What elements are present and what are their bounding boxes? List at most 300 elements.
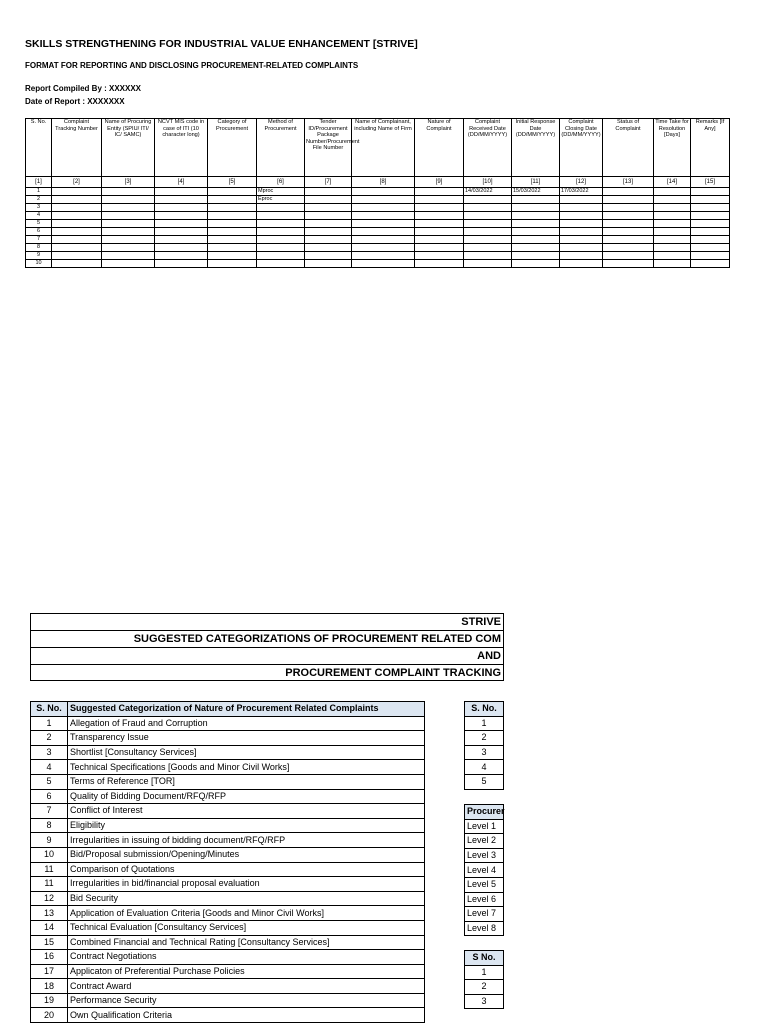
table-row	[26, 196, 730, 204]
table-cell	[305, 244, 352, 252]
table-cell	[305, 260, 352, 268]
table-cell	[415, 260, 464, 268]
table-cell: 14/03/2022	[464, 188, 512, 196]
list-item	[31, 877, 425, 892]
report-col-header: Name of Procuring Entity (SPIU/ ITI/ IC/ SAMC)	[102, 119, 155, 177]
table-cell	[102, 204, 155, 212]
table-row	[26, 244, 730, 252]
table-cell	[352, 244, 415, 252]
cat-label: Bid Security	[68, 891, 425, 906]
list-item	[465, 907, 504, 922]
table-cell	[654, 236, 691, 244]
list-item	[31, 993, 425, 1008]
cat-label: Own Qualification Criteria	[68, 1008, 425, 1023]
cat-sno: 6	[31, 789, 68, 804]
table-cell	[691, 260, 730, 268]
table-cell	[52, 236, 102, 244]
report-col-number: [6]	[257, 177, 305, 188]
table-cell	[654, 244, 691, 252]
table-cell	[208, 204, 257, 212]
list-item	[31, 906, 425, 921]
cat-label: Allegation of Fraud and Corruption	[68, 716, 425, 731]
table-cell	[102, 236, 155, 244]
table-cell	[512, 260, 560, 268]
report-col-header: Complaint Tracking Number	[52, 119, 102, 177]
table-cell	[512, 220, 560, 228]
table-cell	[52, 244, 102, 252]
cat-sno: 8	[31, 818, 68, 833]
table-cell	[257, 260, 305, 268]
banner-and: AND	[30, 647, 504, 664]
table-cell	[691, 236, 730, 244]
table-cell	[257, 204, 305, 212]
table-cell	[352, 236, 415, 244]
side_table_2-cell: Level 4	[465, 863, 504, 878]
table-cell	[560, 204, 603, 212]
list-item	[465, 921, 504, 936]
banner-tracking: PROCUREMENT COMPLAINT TRACKING	[30, 664, 504, 681]
table-cell	[52, 188, 102, 196]
report-col-number: [2]	[52, 177, 102, 188]
table-cell	[52, 204, 102, 212]
cat-sno: 2	[31, 731, 68, 746]
table-cell	[654, 228, 691, 236]
table-cell	[691, 196, 730, 204]
table-cell	[691, 228, 730, 236]
side_table_2-cell: Level 2	[465, 834, 504, 849]
list-item	[31, 789, 425, 804]
table-cell	[464, 236, 512, 244]
table-cell	[654, 252, 691, 260]
cat-sno: 13	[31, 906, 68, 921]
table-cell	[415, 228, 464, 236]
table-cell: 3	[26, 204, 52, 212]
list-item	[465, 819, 504, 834]
list-item	[31, 891, 425, 906]
list-item	[31, 950, 425, 965]
cat-sno: 20	[31, 1008, 68, 1023]
report-col-number: [10]	[464, 177, 512, 188]
cat-label: Technical Specifications [Goods and Minor Civil Works]	[68, 760, 425, 775]
table-cell	[691, 220, 730, 228]
list-item	[31, 935, 425, 950]
list-item	[465, 745, 504, 760]
cat-label: Transparency Issue	[68, 731, 425, 746]
table-cell: 10	[26, 260, 52, 268]
table-cell	[52, 196, 102, 204]
table-cell	[208, 196, 257, 204]
table-cell	[512, 196, 560, 204]
report-col-header: Status of Complaint	[603, 119, 654, 177]
cat-sno: 4	[31, 760, 68, 775]
table-cell	[257, 244, 305, 252]
table-cell	[512, 244, 560, 252]
table-cell	[208, 244, 257, 252]
cat-label: Irregularities in issuing of bidding document/RFQ/RFP	[68, 833, 425, 848]
cat-label: Performance Security	[68, 993, 425, 1008]
table-cell: 8	[26, 244, 52, 252]
side-table-sno	[464, 701, 504, 790]
table-cell: 9	[26, 252, 52, 260]
report-col-number: [9]	[415, 177, 464, 188]
cat-label: Bid/Proposal submission/Opening/Minutes	[68, 847, 425, 862]
table-cell	[155, 260, 208, 268]
side_table_2-cell: Level 1	[465, 819, 504, 834]
table-row	[26, 220, 730, 228]
cat-label: Terms of Reference [TOR]	[68, 774, 425, 789]
table-row	[26, 204, 730, 212]
table-cell	[352, 204, 415, 212]
report-col-header: Remarks [If Any]	[691, 119, 730, 177]
table-cell	[102, 260, 155, 268]
side2-header: Procurer	[465, 805, 504, 820]
cat-label: Technical Evaluation [Consultancy Services]	[68, 920, 425, 935]
table-cell: 7	[26, 236, 52, 244]
table-cell	[305, 228, 352, 236]
table-cell	[691, 252, 730, 260]
table-cell	[415, 244, 464, 252]
list-item	[31, 818, 425, 833]
side_table_3-cell: 2	[465, 980, 504, 995]
table-cell	[464, 212, 512, 220]
cat-sno: 18	[31, 979, 68, 994]
table-cell	[102, 212, 155, 220]
table-cell: Mproc	[257, 188, 305, 196]
table-cell	[603, 188, 654, 196]
table-cell	[155, 236, 208, 244]
table-cell	[52, 228, 102, 236]
table-cell	[560, 212, 603, 220]
table-row	[26, 212, 730, 220]
list-item	[31, 716, 425, 731]
report-date: Date of Report : XXXXXXX	[25, 97, 125, 106]
table-cell	[512, 228, 560, 236]
table-cell	[464, 228, 512, 236]
table-cell	[155, 212, 208, 220]
table-row	[26, 236, 730, 244]
cat-header-category: Suggested Categorization of Nature of Procurement Related Complaints	[68, 702, 425, 717]
report-col-number: [1]	[26, 177, 52, 188]
table-cell	[155, 228, 208, 236]
table-cell	[560, 244, 603, 252]
table-cell	[603, 260, 654, 268]
table-cell	[208, 260, 257, 268]
table-cell	[155, 204, 208, 212]
cat-label: Contract Award	[68, 979, 425, 994]
list-item	[465, 877, 504, 892]
list-item	[465, 980, 504, 995]
report-col-number: [8]	[352, 177, 415, 188]
banner-strive: STRIVE	[30, 613, 504, 630]
table-cell	[155, 244, 208, 252]
table-cell	[464, 196, 512, 204]
table-cell	[257, 212, 305, 220]
cat-sno: 14	[31, 920, 68, 935]
list-item	[31, 760, 425, 775]
table-cell	[52, 212, 102, 220]
cat-sno: 11	[31, 862, 68, 877]
table-cell	[603, 228, 654, 236]
table-cell	[691, 204, 730, 212]
list-item	[31, 774, 425, 789]
table-cell	[102, 244, 155, 252]
table-cell	[257, 228, 305, 236]
table-cell	[654, 212, 691, 220]
table-cell	[305, 252, 352, 260]
table-cell	[654, 196, 691, 204]
table-cell	[415, 220, 464, 228]
table-cell	[603, 220, 654, 228]
list-item	[465, 965, 504, 980]
table-cell	[415, 204, 464, 212]
cat-sno: 10	[31, 847, 68, 862]
table-cell	[464, 260, 512, 268]
table-cell	[102, 252, 155, 260]
table-cell	[305, 212, 352, 220]
report-col-number: [7]	[305, 177, 352, 188]
side_table_1-cell: 1	[465, 716, 504, 731]
report-col-number: [4]	[155, 177, 208, 188]
table-cell	[352, 212, 415, 220]
cat-label: Eligibility	[68, 818, 425, 833]
cat-sno: 16	[31, 950, 68, 965]
report-col-number: [13]	[603, 177, 654, 188]
cat-label: Application of Evaluation Criteria [Goods and Minor Civil Works]	[68, 906, 425, 921]
table-cell: 1	[26, 188, 52, 196]
table-cell	[415, 196, 464, 204]
table-cell	[654, 188, 691, 196]
side_table_2-cell: Level 3	[465, 848, 504, 863]
table-cell	[603, 196, 654, 204]
cat-sno: 15	[31, 935, 68, 950]
table-cell	[415, 236, 464, 244]
report-col-header: Tender ID/Procurement Package Number/Procurement File Number	[305, 119, 352, 177]
table-cell	[654, 220, 691, 228]
table-cell	[654, 204, 691, 212]
list-item	[31, 731, 425, 746]
report-col-header: Initial Response Date (DD/MM/YYYY)	[512, 119, 560, 177]
report-col-header: Name of Complainant, including Name of Firm	[352, 119, 415, 177]
list-item	[31, 745, 425, 760]
list-item	[31, 804, 425, 819]
report-col-number: [11]	[512, 177, 560, 188]
table-cell	[102, 196, 155, 204]
table-cell	[352, 188, 415, 196]
list-item	[31, 979, 425, 994]
table-cell	[464, 220, 512, 228]
cat-header-sno: S. No.	[31, 702, 68, 717]
complaints-report-table	[25, 118, 730, 268]
side1-header: S. No.	[465, 702, 504, 717]
side3-header: S No.	[465, 951, 504, 966]
table-cell	[512, 212, 560, 220]
cat-label: Applicaton of Preferential Purchase Policies	[68, 964, 425, 979]
table-cell	[155, 196, 208, 204]
table-cell	[560, 220, 603, 228]
cat-sno: 3	[31, 745, 68, 760]
table-cell	[464, 204, 512, 212]
cat-sno: 12	[31, 891, 68, 906]
cat-sno: 1	[31, 716, 68, 731]
table-cell	[102, 220, 155, 228]
table-cell: 6	[26, 228, 52, 236]
side_table_2-cell: Level 5	[465, 877, 504, 892]
side_table_1-cell: 4	[465, 760, 504, 775]
table-cell	[305, 204, 352, 212]
table-cell	[208, 188, 257, 196]
list-item	[465, 994, 504, 1009]
table-cell	[208, 236, 257, 244]
cat-label: Shortlist [Consultancy Services]	[68, 745, 425, 760]
report-col-header: Complaint Received Date (DD/MM/YYYY)	[464, 119, 512, 177]
table-cell	[208, 228, 257, 236]
report-col-header: Time Take for Resolution [Days]	[654, 119, 691, 177]
side_table_2-cell: Level 8	[465, 921, 504, 936]
table-cell	[560, 228, 603, 236]
table-cell	[560, 260, 603, 268]
table-row	[26, 252, 730, 260]
list-item	[31, 862, 425, 877]
table-cell: 2	[26, 196, 52, 204]
list-item	[31, 833, 425, 848]
table-cell	[102, 188, 155, 196]
table-cell	[352, 228, 415, 236]
table-row	[26, 188, 730, 196]
table-cell	[512, 252, 560, 260]
list-item	[465, 731, 504, 746]
table-cell: 17/03/2022	[560, 188, 603, 196]
cat-sno: 7	[31, 804, 68, 819]
side_table_1-cell: 5	[465, 774, 504, 789]
report-header-row	[26, 119, 730, 177]
list-item	[465, 834, 504, 849]
cat-label: Conflict of Interest	[68, 804, 425, 819]
side_table_1-cell: 3	[465, 745, 504, 760]
table-cell	[603, 236, 654, 244]
report-title: SKILLS STRENGTHENING FOR INDUSTRIAL VALUE ENHANCEMENT [STRIVE]	[25, 38, 418, 50]
table-cell	[305, 196, 352, 204]
table-cell	[352, 260, 415, 268]
table-cell	[464, 252, 512, 260]
cat-label: Contract Negotiations	[68, 950, 425, 965]
side_table_1-cell: 2	[465, 731, 504, 746]
list-item	[465, 892, 504, 907]
list-item	[31, 920, 425, 935]
list-item	[31, 1008, 425, 1023]
report-col-number: [15]	[691, 177, 730, 188]
report-col-header: Method of Procurement	[257, 119, 305, 177]
cat-sno: 5	[31, 774, 68, 789]
side_table_2-cell: Level 7	[465, 907, 504, 922]
cat-label: Irregularities in bid/financial proposal evaluation	[68, 877, 425, 892]
table-cell: 4	[26, 212, 52, 220]
table-cell	[102, 228, 155, 236]
list-item	[31, 847, 425, 862]
report-col-number: [14]	[654, 177, 691, 188]
table-cell	[560, 236, 603, 244]
table-row	[26, 260, 730, 268]
side_table_3-cell: 1	[465, 965, 504, 980]
table-cell	[155, 252, 208, 260]
report-col-header: Category of Procurement	[208, 119, 257, 177]
report-col-header: Complaint Closing Date (DD/MM/YYYY)	[560, 119, 603, 177]
cat-label: Comparison of Quotations	[68, 862, 425, 877]
table-cell	[305, 188, 352, 196]
cat-sno: 9	[31, 833, 68, 848]
table-cell	[257, 220, 305, 228]
side_table_2-cell: Level 6	[465, 892, 504, 907]
side-table-procurer-levels	[464, 804, 504, 936]
list-item	[465, 774, 504, 789]
banner-categorizations: SUGGESTED CATEGORIZATIONS OF PROCUREMENT RELATED COM	[30, 630, 504, 647]
table-cell	[464, 244, 512, 252]
side-table-sno-2	[464, 950, 504, 1009]
table-cell	[603, 244, 654, 252]
table-cell	[52, 260, 102, 268]
table-cell	[352, 196, 415, 204]
cat-sno: 19	[31, 993, 68, 1008]
table-cell	[603, 212, 654, 220]
table-cell	[52, 220, 102, 228]
table-cell	[257, 236, 305, 244]
table-cell	[257, 252, 305, 260]
table-cell	[512, 204, 560, 212]
list-item	[465, 716, 504, 731]
report-col-header: NCVT MIS code in case of ITI (10 character long)	[155, 119, 208, 177]
table-cell	[208, 212, 257, 220]
cat-label: Combined Financial and Technical Rating [Consultancy Services]	[68, 935, 425, 950]
table-row	[26, 228, 730, 236]
report-col-header: S. No.	[26, 119, 52, 177]
table-cell	[415, 212, 464, 220]
table-cell	[512, 236, 560, 244]
table-cell	[352, 252, 415, 260]
table-cell	[691, 188, 730, 196]
list-item	[465, 760, 504, 775]
table-cell	[155, 188, 208, 196]
list-item	[465, 863, 504, 878]
report-colnum-row	[26, 177, 730, 188]
table-cell	[208, 220, 257, 228]
table-cell	[603, 252, 654, 260]
table-cell: Eproc	[257, 196, 305, 204]
report-subtitle: FORMAT FOR REPORTING AND DISCLOSING PROCUREMENT-RELATED COMPLAINTS	[25, 61, 359, 70]
table-cell	[560, 252, 603, 260]
table-cell	[415, 188, 464, 196]
list-item	[31, 964, 425, 979]
table-cell	[208, 252, 257, 260]
cat-sno: 11	[31, 877, 68, 892]
table-cell	[52, 252, 102, 260]
table-cell: 15/03/2022	[512, 188, 560, 196]
table-cell	[352, 220, 415, 228]
table-cell	[305, 220, 352, 228]
cat-label: Quality of Bidding Document/RFQ/RFP	[68, 789, 425, 804]
report-col-header: Nature of Complaint	[415, 119, 464, 177]
report-col-number: [3]	[102, 177, 155, 188]
report-col-number: [5]	[208, 177, 257, 188]
table-cell	[603, 204, 654, 212]
cat-sno: 17	[31, 964, 68, 979]
table-cell	[415, 252, 464, 260]
categorization-table	[30, 701, 425, 1023]
table-cell	[654, 260, 691, 268]
side_table_3-cell: 3	[465, 994, 504, 1009]
table-cell	[560, 196, 603, 204]
table-cell	[305, 236, 352, 244]
list-item	[465, 848, 504, 863]
table-cell: 5	[26, 220, 52, 228]
